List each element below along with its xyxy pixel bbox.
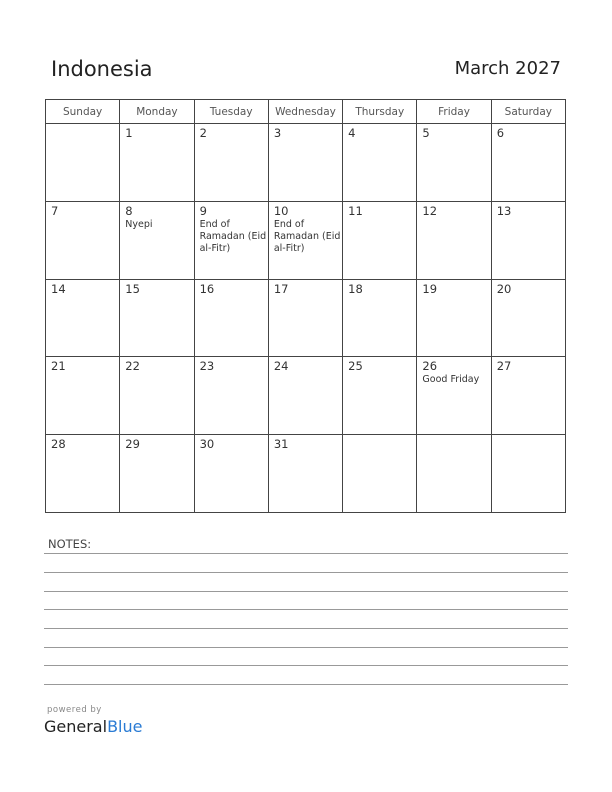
day-number: 23 [199, 359, 215, 374]
week-row [46, 124, 566, 202]
week-row [46, 435, 566, 513]
day-number: 28 [51, 437, 66, 452]
weekday-tuesday: Tuesday [194, 100, 268, 124]
month-year-title: March 2027 [454, 58, 561, 79]
day-number: 13 [496, 203, 512, 218]
day-cell [268, 201, 342, 279]
day-cell [194, 357, 268, 435]
day-number: 8 [125, 203, 133, 218]
day-cell [268, 435, 342, 513]
day-number: 22 [125, 359, 140, 374]
day-number: 18 [348, 281, 363, 296]
day-number: 14 [51, 281, 66, 296]
week-row [46, 279, 566, 357]
day-cell [46, 124, 120, 202]
weekday-wednesday: Wednesday [268, 100, 342, 124]
country-title: Indonesia [51, 57, 153, 81]
day-number: 29 [125, 437, 140, 452]
day-cell [343, 357, 417, 435]
day-cell [46, 357, 120, 435]
notes-label: NOTES: [48, 537, 92, 551]
weekday-sunday: Sunday [46, 100, 120, 124]
day-cell [46, 435, 120, 513]
day-cell [343, 279, 417, 357]
day-number: 17 [273, 281, 289, 296]
day-cell [194, 435, 268, 513]
day-cell [417, 279, 491, 357]
day-cell [343, 124, 417, 202]
holiday-label: End of Ramadan (Eid al-Fitr) [273, 218, 341, 254]
day-number: 20 [496, 281, 512, 296]
note-line [44, 609, 568, 610]
note-line [44, 591, 568, 592]
day-cell [491, 357, 565, 435]
day-number: 31 [273, 437, 289, 452]
day-cell [417, 435, 491, 513]
day-cell [491, 279, 565, 357]
day-cell [194, 124, 268, 202]
week-row [46, 201, 566, 279]
note-line [44, 628, 568, 629]
day-cell [120, 201, 194, 279]
weekday-monday: Monday [120, 100, 194, 124]
day-number: 26 [422, 359, 438, 374]
note-line [44, 665, 568, 666]
holiday-label: Nyepi [125, 218, 153, 230]
day-number: 30 [199, 437, 215, 452]
note-line [44, 553, 568, 554]
note-line [44, 647, 568, 648]
day-number: 25 [348, 359, 363, 374]
day-number: 2 [199, 126, 207, 140]
day-number: 16 [199, 281, 215, 296]
day-cell [194, 279, 268, 357]
day-number: 24 [273, 359, 289, 374]
day-number: 1 [125, 126, 133, 140]
brand-blue-text: Blue [107, 717, 143, 736]
weekday-saturday: Saturday [491, 100, 565, 124]
day-number: 11 [348, 203, 363, 218]
brand-general-text: General [44, 717, 108, 736]
day-cell [491, 435, 565, 513]
day-number: 6 [496, 126, 505, 140]
day-number: 9 [199, 203, 207, 218]
weekday-thursday: Thursday [343, 100, 417, 124]
brand-logo [44, 717, 142, 736]
day-cell [120, 279, 194, 357]
calendar-grid [45, 99, 566, 513]
day-cell [417, 357, 491, 435]
day-cell [343, 435, 417, 513]
calendar-body [46, 124, 566, 513]
day-cell [343, 201, 417, 279]
day-number: 10 [273, 203, 289, 218]
day-cell [491, 201, 565, 279]
day-number: 19 [422, 281, 438, 296]
day-cell [194, 201, 268, 279]
note-line [44, 684, 568, 685]
day-number: 4 [348, 126, 356, 140]
day-cell [417, 124, 491, 202]
day-number: 15 [125, 281, 140, 296]
day-number: 7 [51, 203, 59, 218]
day-cell [120, 435, 194, 513]
weekday-friday: Friday [417, 100, 491, 124]
day-cell [268, 279, 342, 357]
day-number: 5 [422, 126, 430, 140]
day-number: 12 [422, 203, 438, 218]
holiday-label: End of Ramadan (Eid al-Fitr) [199, 218, 267, 254]
day-cell [268, 357, 342, 435]
day-cell [46, 201, 120, 279]
day-number: 3 [273, 126, 282, 140]
holiday-label: Good Friday [422, 374, 480, 386]
day-number: 27 [496, 359, 512, 374]
day-cell [120, 124, 194, 202]
week-row [46, 357, 566, 435]
powered-by-text: powered by [47, 705, 102, 715]
day-number: 21 [51, 359, 66, 374]
day-cell [268, 124, 342, 202]
day-cell [491, 124, 565, 202]
day-cell [46, 279, 120, 357]
weekday-header-row [46, 100, 566, 124]
day-cell [417, 201, 491, 279]
day-cell [120, 357, 194, 435]
note-line [44, 572, 568, 573]
